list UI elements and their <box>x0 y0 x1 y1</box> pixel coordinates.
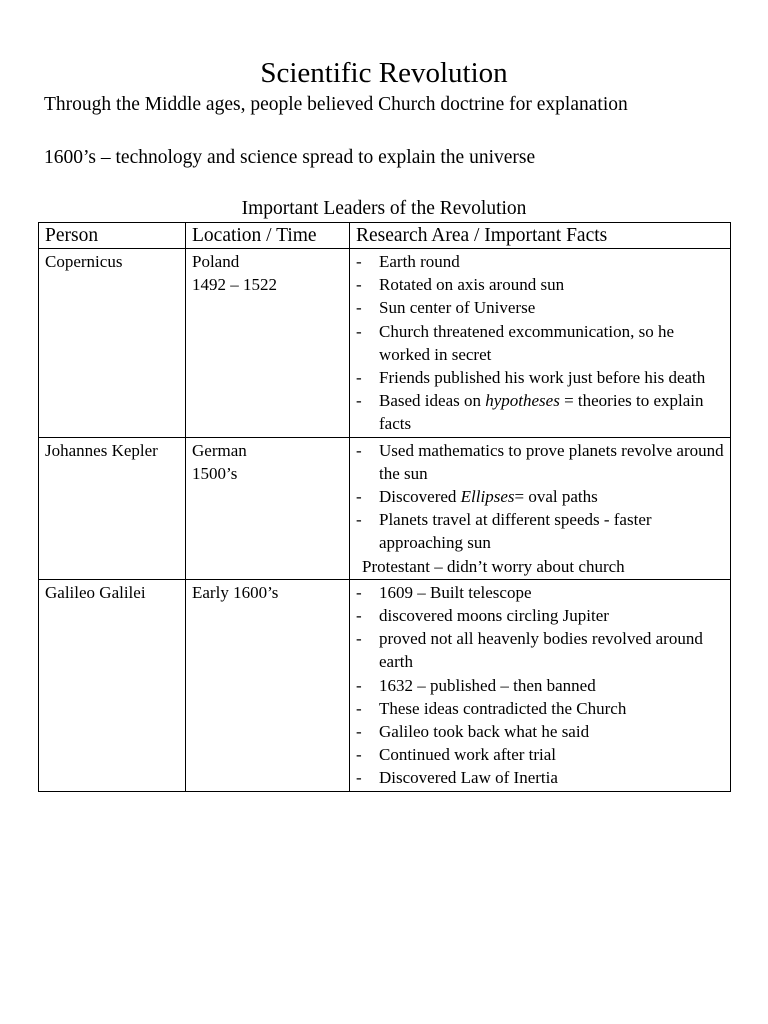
fact-emphasis: Ellipses <box>460 487 515 507</box>
fact-text: Discovered Law of Inertia <box>379 768 558 788</box>
fact-text: Continued work after trial <box>379 745 557 765</box>
fact-note: Protestant – didn’t worry about church <box>362 556 625 576</box>
table-header-row <box>39 223 731 249</box>
facts-list <box>356 581 724 790</box>
fact-text: proved not all heavenly bodies revolved around earth <box>379 629 703 672</box>
page-title: Scientific Revolution <box>260 57 508 89</box>
bullet-dash: - <box>356 722 362 742</box>
fact-item <box>356 581 724 604</box>
fact-text: = oval paths <box>514 487 598 507</box>
time-text: 1492 – 1522 <box>192 275 277 295</box>
fact-item <box>356 720 724 743</box>
bullet-dash: - <box>356 487 362 507</box>
bullet-dash: - <box>356 606 362 626</box>
fact-text: Church threatened excommunication, so he worked in secret <box>379 321 675 364</box>
fact-text: Rotated on axis around sun <box>379 275 565 295</box>
fact-text: Planets travel at different speeds - faster approaching sun <box>379 510 652 553</box>
time-text: 1500’s <box>192 463 238 483</box>
fact-text: Earth round <box>379 252 460 271</box>
fact-item <box>356 674 724 697</box>
bullet-dash: - <box>356 321 362 341</box>
bullet-dash: - <box>356 768 362 788</box>
bullet-dash: - <box>356 510 362 530</box>
location-text: Early 1600’s <box>192 582 279 602</box>
location-text: German <box>192 440 247 460</box>
fact-item <box>356 743 724 766</box>
fact-text: 1632 – published – then banned <box>379 675 596 695</box>
fact-text: Based ideas on <box>379 391 486 411</box>
location-time-cell <box>186 437 350 579</box>
fact-item <box>356 766 724 789</box>
fact-item <box>356 273 724 296</box>
facts-cell <box>350 249 731 438</box>
bullet-dash: - <box>356 275 362 295</box>
fact-text: These ideas contradicted the Church <box>379 698 627 718</box>
bullet-dash: - <box>356 391 362 411</box>
fact-item <box>356 485 724 508</box>
table-row <box>39 579 731 791</box>
location-text: Poland <box>192 252 240 271</box>
fact-text: Galileo took back what he said <box>379 722 590 742</box>
fact-text: Sun center of Universe <box>379 298 536 318</box>
fact-item <box>356 508 724 554</box>
bullet-dash: - <box>356 252 362 271</box>
bullet-dash: - <box>356 582 362 602</box>
fact-item <box>356 604 724 627</box>
fact-text: = theories to explain facts <box>379 391 704 434</box>
fact-text: discovered moons circling Jupiter <box>379 606 609 626</box>
bullet-dash: - <box>356 629 362 649</box>
person-cell: Johannes Kepler <box>39 437 186 579</box>
table-body <box>39 249 731 792</box>
intro-text: Through the Middle ages, people believed Church doctrine for explanation <box>44 94 628 115</box>
person-cell: Galileo Galilei <box>39 579 186 791</box>
header-location-time: Location / Time <box>186 223 350 249</box>
subheading-text: 1600’s – technology and science spread to explain the universe <box>44 147 536 168</box>
table-row <box>39 249 731 438</box>
fact-item <box>356 366 724 389</box>
fact-emphasis: hypotheses <box>485 391 560 411</box>
fact-text: 1609 – Built telescope <box>379 582 532 602</box>
fact-text: Used mathematics to prove planets revolve around the sun <box>379 440 724 483</box>
header-person: Person <box>39 223 186 249</box>
bullet-dash: - <box>356 745 362 765</box>
facts-cell <box>350 437 731 579</box>
fact-text: Discovered <box>379 487 461 507</box>
fact-text: Friends published his work just before his death <box>379 368 706 388</box>
fact-item <box>356 320 724 366</box>
fact-item <box>356 296 724 319</box>
bullet-dash: - <box>356 368 362 388</box>
facts-list <box>356 439 724 555</box>
fact-item <box>356 697 724 720</box>
leaders-table <box>38 222 731 792</box>
table-row <box>39 437 731 579</box>
table-caption: Important Leaders of the Revolution <box>241 198 527 219</box>
location-time-cell <box>186 579 350 791</box>
fact-item <box>356 627 724 673</box>
bullet-dash: - <box>356 298 362 318</box>
fact-item <box>356 439 724 485</box>
bullet-dash: - <box>356 440 362 460</box>
bullet-dash: - <box>356 675 362 695</box>
fact-item <box>356 250 724 273</box>
person-cell: Copernicus <box>39 249 186 438</box>
bullet-dash: - <box>356 698 362 718</box>
header-research-facts: Research Area / Important Facts <box>350 223 731 249</box>
fact-item <box>356 389 724 435</box>
facts-cell <box>350 579 731 791</box>
facts-list <box>356 250 724 436</box>
location-time-cell <box>186 249 350 438</box>
